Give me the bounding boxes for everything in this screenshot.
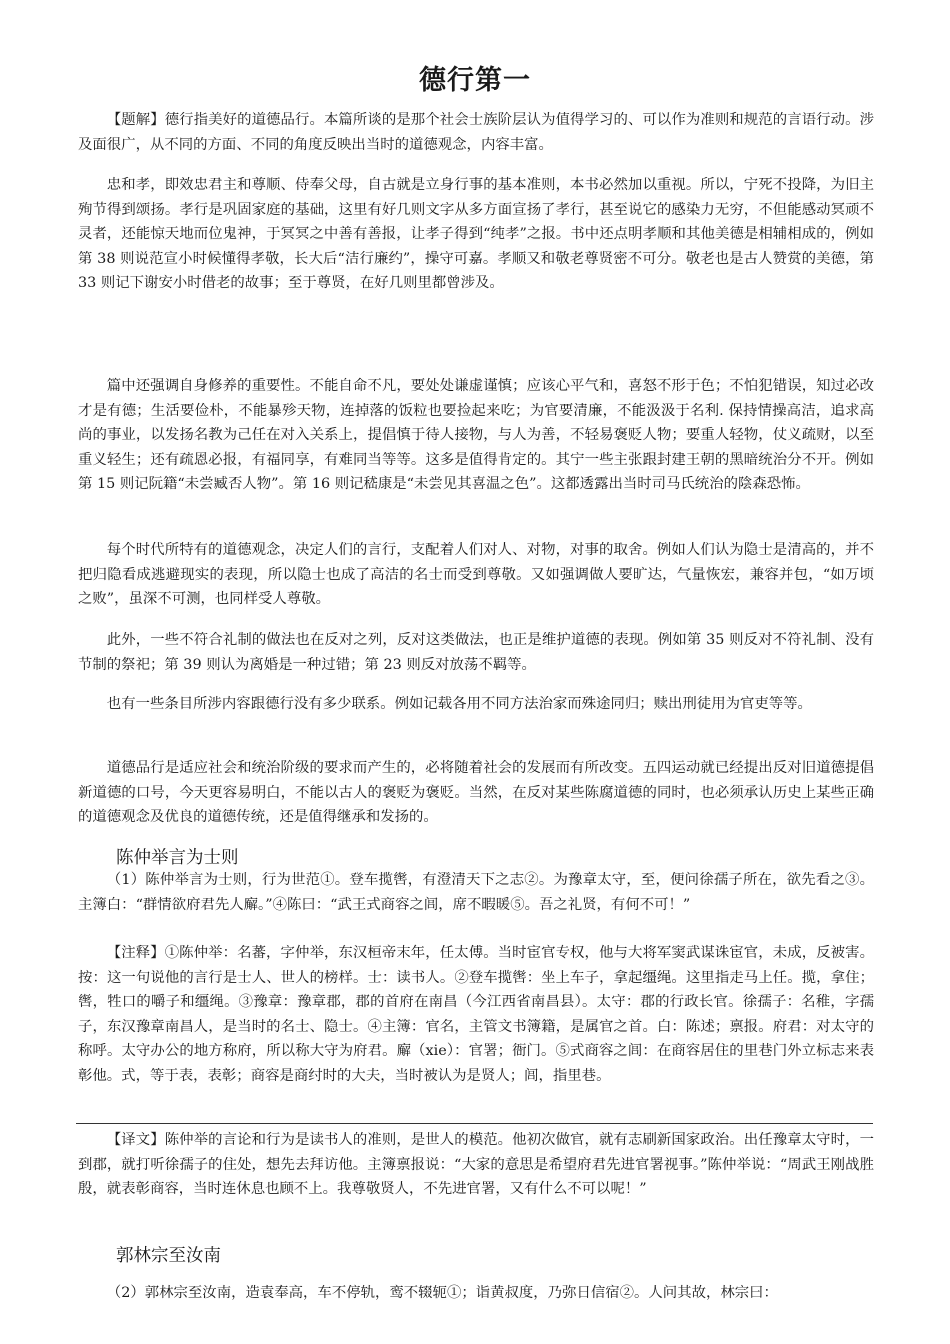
intro-paragraph-5: 此外，一些不符合礼制的做法也在反对之列，反对这类做法，也正是维护道德的表现。例如第 35 则反对不符礼制、没有节制的祭祀；第 39 则认为离婚是一种过错；第 23 则反对放荡不羁等。 (78, 632, 874, 673)
intro-paragraph-1: 【题解】德行指美好的道德品行。本篇所谈的是那个社会士族阶层认为值得学习的、可以作为准则和规范的言语行动。涉及面很广，从不同的方面、不同的角度反映出当时的道德观念，内容丰富。 (78, 112, 874, 153)
section-heading-1: 陈仲举言为士则 (116, 848, 239, 868)
intro-paragraph-7: 道德品行是适应社会和统治阶级的要求而产生的，必将随着社会的发展而有所改变。五四运动就已经提出反对旧道德提倡新道德的口号，今天更容易明白，不能以古人的褒贬为褒贬。当然，在反对某些陈腐道德的同时，也必须承认历史上某些正确的道德观念及优良的道德传统，还是值得继承和发扬的。 (78, 760, 874, 825)
section-translation-1: 【译文】陈仲举的言论和行为是读书人的准则，是世人的模范。他初次做官，就有志刷新国家政治。出任豫章太守时，一到郡，就打听徐孺子的住处，想先去拜访他。主簿禀报说：“大家的意思是希望府君先进官署视事。”陈仲举说：“周武王刚战胜殷，就表彰商容，当时连休息也顾不上。我尊敬贤人，不先进官署，又有什么不可以呢！” (78, 1132, 874, 1197)
intro-paragraph-3: 篇中还强调自身修养的重要性。不能自命不凡，要处处谦虚谨慎；应该心平气和，喜怒不形于色；不怕犯错误，知过必改才是有德；生活要俭朴，不能暴殄天物，连掉落的饭粒也要捡起来吃；为官要清廉，不能汲汲于名利. 保持情操高洁，追求高尚的事业，以发扬名教为己任在对入关系上，提倡慎于待人接物，与人为善，不轻易褒贬人物；要重人轻物，仗义疏财，以至重义轻生；还有疏恩必报，有福同享，有难同当等等。这多是值得肯定的。其宁一些主张跟封建王朝的黑暗统治分不开。例如第 15 则记阮籍“未尝臧否人物”。第 16 则记嵇康是“未尝见其喜温之色”。这都透露出当时司马氏统治的陰森恐怖。 (78, 378, 874, 492)
intro-paragraph-6: 也有一些条目所涉内容跟德行没有多少联系。例如记载各用不同方法治家而殊途同归；赎出刑徒用为官吏等等。 (106, 696, 812, 712)
intro-paragraph-2: 忠和孝，即效忠君主和尊顺、侍奉父母，自古就是立身行事的基本准则，本书必然加以重视。所以，宁死不投降，为旧主殉节得到颂扬。孝行是巩固家庭的基础，这里有好几则文字从多方面宣扬了孝行，甚至说它的感染力无穷，不但能感动冥顽不灵者，还能惊天地而位鬼神，于冥冥之中善有善报，让孝子得到“纯孝”之报。书中还点明孝顺和其他美德是相辅相成的，例如第 38 则说范宣小时候懂得孝敬，长大后“洁行廉约”，操守可嘉。孝顺又和敬老尊贤密不可分。敬老也是古人赞赏的美德，第 33 则记下谢安小时借老的故事；至于尊贤，在好几则里都曾涉及。 (78, 177, 874, 291)
section-heading-2: 郭林宗至汝南 (116, 1246, 221, 1266)
section-text-2: （2）郭林宗至汝南，造袁奉高，车不停轨，鸾不辍轭①；诣黄叔度，乃弥日信宿②。人问其故，林宗曰： (106, 1285, 778, 1301)
divider-line (76, 1123, 873, 1124)
section-notes-1: 【注释】①陈仲举：名蕃，字仲举，东汉桓帝末年，任太傅。当时宦官专权，他与大将军窦武谋诛宦官，未成，反被害。按：这一句说他的言行是士人、世人的榜样。士：读书人。②登车揽辔：坐上车子，拿起缰绳。这里指走马上任。揽，拿住；辔，牲口的嚼子和缰绳。③豫章：豫章郡，郡的首府在南昌（今江西省南昌县）。太守：郡的行政长官。徐孺子：名稚，字孺子，东汉豫章南昌人，是当时的名士、隐士。④主簿：官名，主管文书簿籍，是属官之首。白：陈述；禀报。府君：对太守的称呼。太守办公的地方称府，所以称大守为府君。廨（xie）：官署；衙门。⑤式商容之闾：在商容居住的里巷门外立标志来表彰他。式，等于表，表彰；商容是商纣时的大夫，当时被认为是贤人；闾，指里巷。 (78, 945, 874, 1084)
page-title: 德行第一 (419, 65, 531, 96)
intro-paragraph-4: 每个时代所特有的道德观念，决定人们的言行，支配着人们对人、对物，对事的取舍。例如人们认为隐士是清高的，并不把归隐看成逃避现实的表现，所以隐士也成了高洁的名士而受到尊敬。又如强调做人要旷达，气量恢宏，兼容并包，“如万顷之败”，虽深不可测，也同样受人尊敬。 (78, 542, 874, 607)
section-text-1: （1）陈仲举言为士则，行为世范①。登车揽辔，有澄清天下之志②。为豫章太守，至，便问徐孺子所在，欲先看之③。主簿白：“群情欲府君先人廨。”④陈曰：“武王式商容之闾，席不暇暖⑤。吾之礼贤，有何不可！” (78, 872, 874, 913)
